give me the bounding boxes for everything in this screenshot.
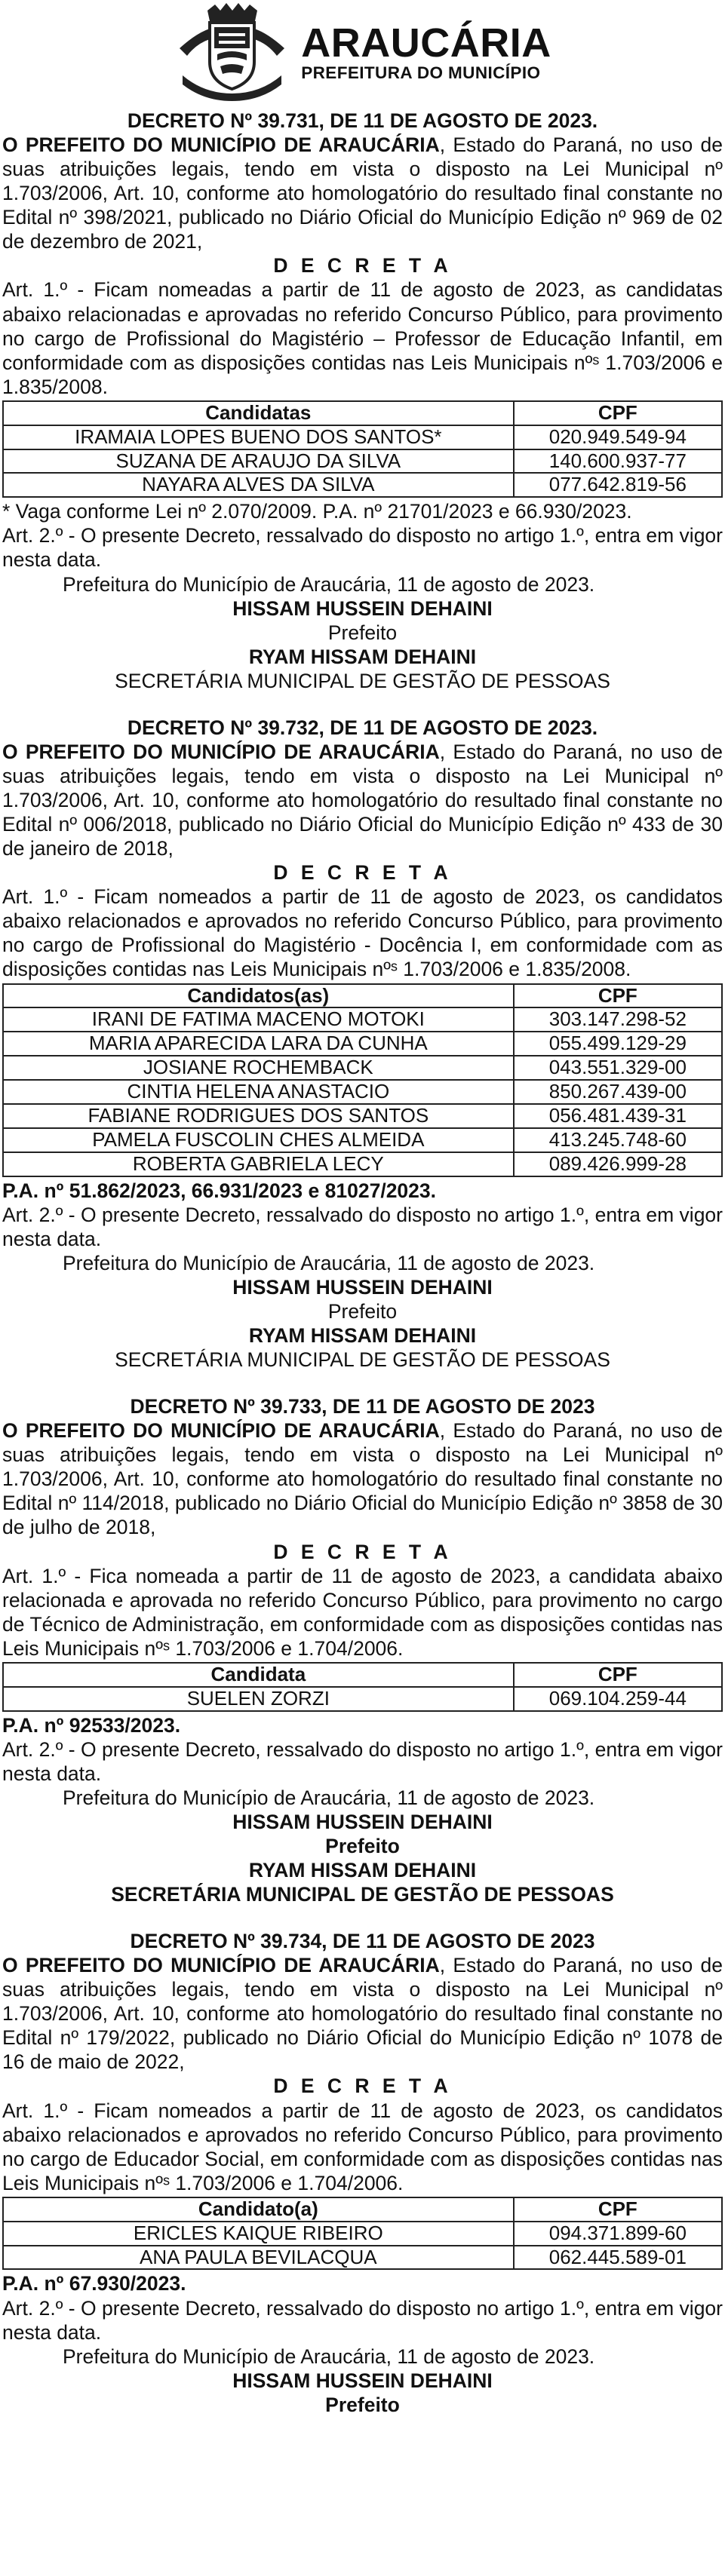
candidates-table — [2, 983, 723, 1177]
candidate-name: SUZANA DE ARAUJO DA SILVA — [3, 449, 514, 474]
article-2: Art. 2.º - O presente Decreto, ressalvado do disposto no artigo 1.º, entra em vigor nesta data. — [2, 524, 723, 572]
table-row — [3, 473, 722, 497]
role-secretary: SECRETÁRIA MUNICIPAL DE GESTÃO DE PESSOAS — [111, 1883, 614, 1906]
preamble-lead: O PREFEITO DO MUNICÍPIO DE ARAUCÁRIA — [2, 133, 440, 157]
candidate-cpf: 303.147.298-52 — [514, 1007, 722, 1032]
candidate-name: NAYARA ALVES DA SILVA — [3, 473, 514, 497]
article-1: Art. 1.º - Fica nomeada a partir de 11 de agosto de 2023, a candidata abaixo relacionada e aprovada no referido Concurso Público, para provimento no cargo de Técnico de Administração, em conformidade com as disposições contidas nas Leis Municipais nºˢ 1.703/2006 e 1.704/2006. — [2, 1564, 723, 1660]
table-row — [3, 1032, 722, 1056]
column-header-name: Candidatos(as) — [3, 984, 514, 1008]
preamble — [2, 1953, 723, 2074]
decrees-list — [2, 109, 723, 2417]
place-date: Prefeitura do Município de Araucária, 11 de agosto de 2023. — [63, 572, 595, 596]
signer-secretary: RYAM HISSAM DEHAINI — [248, 645, 477, 668]
candidate-cpf: 089.426.999-28 — [514, 1152, 722, 1176]
decreta-heading: D E C R E T A — [273, 254, 452, 278]
brand — [174, 3, 551, 103]
table-row — [3, 1056, 722, 1080]
candidate-cpf: 056.481.439-31 — [514, 1104, 722, 1128]
signer-mayor: HISSAM HUSSEIN DEHAINI — [232, 596, 493, 620]
candidate-cpf: 055.499.129-29 — [514, 1032, 722, 1056]
table-row — [3, 1104, 722, 1128]
table-header-row — [3, 1663, 722, 1687]
article-2: Art. 2.º - O presente Decreto, ressalvado do disposto no artigo 1.º, entra em vigor nesta data. — [2, 1203, 723, 1250]
candidate-name: ANA PAULA BEVILACQUA — [3, 2246, 514, 2270]
candidate-name: CINTIA HELENA ANASTACIO — [3, 1080, 514, 1104]
candidate-name: PAMELA FUSCOLIN CHES ALMEIDA — [3, 1128, 514, 1152]
column-header-name: Candidata — [3, 1663, 514, 1687]
column-header-name: Candidatas — [3, 401, 514, 425]
candidate-cpf: 413.245.748-60 — [514, 1128, 722, 1152]
decree-title: DECRETO Nº 39.734, DE 11 DE AGOSTO DE 2023 — [130, 1930, 595, 1953]
header — [2, 0, 723, 106]
column-header-cpf: CPF — [514, 401, 722, 425]
table-header-row — [3, 984, 722, 1008]
coat-of-arms-icon — [174, 3, 290, 103]
decree-section — [2, 109, 723, 693]
preamble-text: , Estado do Paraná, no uso de suas atribuições legais, tendo em vista o disposto na Lei Municipal nº 1.703/2006, Art. 10, conforme ato homologatório do resultado final constante no Edital nº 114/2018, publicado no Diário Oficial do Município Edição nº 3858 de 30 de julho de 2018, — [2, 1419, 723, 1539]
table-row — [3, 2246, 722, 2270]
column-header-cpf: CPF — [514, 1663, 722, 1687]
table-row — [3, 1152, 722, 1176]
role-mayor: Prefeito — [327, 1299, 398, 1323]
signature-block — [2, 1251, 723, 1372]
candidate-cpf: 094.371.899-60 — [514, 2222, 722, 2246]
candidate-cpf: 043.551.329-00 — [514, 1056, 722, 1080]
candidate-cpf: 140.600.937-77 — [514, 449, 722, 474]
signer-mayor: HISSAM HUSSEIN DEHAINI — [232, 1275, 493, 1299]
decree-title: DECRETO Nº 39.731, DE 11 DE AGOSTO DE 2023. — [127, 109, 598, 132]
decree-title: DECRETO Nº 39.732, DE 11 DE AGOSTO DE 2023. — [127, 716, 598, 739]
process-note: P.A. nº 92533/2023. — [2, 1713, 181, 1737]
article-2: Art. 2.º - O presente Decreto, ressalvado do disposto no artigo 1.º, entra em vigor nesta data. — [2, 1737, 723, 1785]
table-row — [3, 1687, 722, 1711]
table-row — [3, 1080, 722, 1104]
document-page — [2, 0, 723, 2417]
candidate-name: FABIANE RODRIGUES DOS SANTOS — [3, 1104, 514, 1128]
article-1: Art. 1.º - Ficam nomeadas a partir de 11 de agosto de 2023, as candidatas abaixo relacionadas e aprovadas no referido Concurso Público, para provimento no cargo de Profissional do Magistério – Professor de Educação Infantil, em conformidade com as disposições contidas nas Leis Municipais nºˢ 1.703/2006 e 1.835/2008. — [2, 278, 723, 398]
preamble-lead: O PREFEITO DO MUNICÍPIO DE ARAUCÁRIA — [2, 740, 440, 763]
article-2: Art. 2.º - O presente Decreto, ressalvado do disposto no artigo 1.º, entra em vigor nesta data. — [2, 2296, 723, 2344]
place-date: Prefeitura do Município de Araucária, 11 de agosto de 2023. — [63, 2344, 595, 2368]
city-subtitle: PREFEITURA DO MUNICÍPIO — [301, 63, 541, 83]
decreta-heading: D E C R E T A — [273, 1540, 452, 1563]
candidates-table — [2, 1662, 723, 1712]
role-secretary: SECRETÁRIA MUNICIPAL DE GESTÃO DE PESSOAS — [115, 1348, 610, 1372]
signer-mayor: HISSAM HUSSEIN DEHAINI — [232, 2369, 493, 2392]
candidate-cpf: 020.949.549-94 — [514, 425, 722, 449]
preamble — [2, 740, 723, 860]
signer-secretary: RYAM HISSAM DEHAINI — [248, 1858, 477, 1881]
table-row — [3, 2222, 722, 2246]
column-header-cpf: CPF — [514, 2197, 722, 2222]
table-row — [3, 1007, 722, 1032]
column-header-name: Candidato(a) — [3, 2197, 514, 2222]
process-note: * Vaga conforme Lei nº 2.070/2009. P.A. nº 21701/2023 e 66.930/2023. — [2, 500, 632, 523]
place-date: Prefeitura do Município de Araucária, 11 de agosto de 2023. — [63, 1786, 595, 1809]
preamble-lead: O PREFEITO DO MUNICÍPIO DE ARAUCÁRIA — [2, 1954, 440, 1977]
decree-section — [2, 1929, 723, 2417]
city-name: ARAUCÁRIA — [301, 20, 551, 66]
decreta-heading: D E C R E T A — [273, 2075, 452, 2098]
table-row — [3, 449, 722, 474]
preamble-text: , Estado do Paraná, no uso de suas atribuições legais, tendo em vista o disposto na Lei Municipal nº 1.703/2006, Art. 10, conforme ato homologatório do resultado final constante no Edital nº 398/2021, publicado no Diário Oficial do Município Edição nº 969 de 02 de dezembro de 2021, — [2, 133, 723, 253]
preamble-text: , Estado do Paraná, no uso de suas atribuições legais, tendo em vista o disposto na Lei Municipal nº 1.703/2006, Art. 10, conforme ato homologatório do resultado final constante no Edital nº 179/2022, publicado no Diário Oficial do Município Edição nº 1078 de 16 de maio de 2022, — [2, 1954, 723, 2074]
table-row — [3, 1128, 722, 1152]
place-date: Prefeitura do Município de Araucária, 11 de agosto de 2023. — [63, 1251, 595, 1274]
candidate-cpf: 062.445.589-01 — [514, 2246, 722, 2270]
candidate-name: IRAMAIA LOPES BUENO DOS SANTOS* — [3, 425, 514, 449]
role-secretary: SECRETÁRIA MUNICIPAL DE GESTÃO DE PESSOAS — [115, 669, 610, 692]
signature-block — [2, 2344, 723, 2417]
process-note: P.A. nº 51.862/2023, 66.931/2023 e 81027/2023. — [2, 1179, 437, 1202]
signer-mayor: HISSAM HUSSEIN DEHAINI — [232, 1810, 493, 1833]
candidate-name: ERICLES KAIQUE RIBEIRO — [3, 2222, 514, 2246]
role-mayor: Prefeito — [327, 621, 398, 644]
role-mayor: Prefeito — [325, 2393, 400, 2416]
table-row — [3, 425, 722, 449]
preamble — [2, 133, 723, 253]
preamble-text: , Estado do Paraná, no uso de suas atribuições legais, tendo em vista o disposto na Lei Municipal nº 1.703/2006, Art. 10, conforme ato homologatório do resultado final constante no Edital nº 006/2018, publicado no Diário Oficial do Município Edição nº 433 de 30 de janeiro de 2018, — [2, 740, 723, 860]
preamble-lead: O PREFEITO DO MUNICÍPIO DE ARAUCÁRIA — [2, 1419, 440, 1443]
decreta-heading: D E C R E T A — [273, 861, 452, 885]
candidate-cpf: 850.267.439-00 — [514, 1080, 722, 1104]
article-1: Art. 1.º - Ficam nomeados a partir de 11 de agosto de 2023, os candidatos abaixo relacionados e aprovados no referido Concurso Público, para provimento no cargo de Educador Social, em conformidade com as disposições contidas nas Leis Municipais nºˢ 1.703/2006 e 1.704/2006. — [2, 2099, 723, 2194]
article-1: Art. 1.º - Ficam nomeados a partir de 11 de agosto de 2023, os candidatos abaixo relacionados e aprovados no referido Concurso Público, para provimento no cargo de Profissional do Magistério - Docência I, em conformidade com as disposições contidas nas Leis Municipais nºˢ 1.703/2006 e 1.835/2008. — [2, 885, 723, 981]
table-header-row — [3, 2197, 722, 2222]
candidate-cpf: 077.642.819-56 — [514, 473, 722, 497]
table-header-row — [3, 401, 722, 425]
brand-text — [301, 20, 551, 83]
decree-section — [2, 716, 723, 1372]
preamble — [2, 1418, 723, 1539]
decree-title: DECRETO Nº 39.733, DE 11 DE AGOSTO DE 2023 — [130, 1395, 595, 1418]
candidate-cpf: 069.104.259-44 — [514, 1687, 722, 1711]
candidate-name: ROBERTA GABRIELA LECY — [3, 1152, 514, 1176]
candidate-name: IRANI DE FATIMA MACENO MOTOKI — [3, 1007, 514, 1032]
signer-secretary: RYAM HISSAM DEHAINI — [248, 1324, 477, 1347]
column-header-cpf: CPF — [514, 984, 722, 1008]
signature-block — [2, 572, 723, 693]
process-note: P.A. nº 67.930/2023. — [2, 2272, 186, 2295]
role-mayor: Prefeito — [325, 1834, 400, 1857]
candidates-table — [2, 2197, 723, 2271]
candidate-name: SUELEN ZORZI — [3, 1687, 514, 1711]
candidate-name: JOSIANE ROCHEMBACK — [3, 1056, 514, 1080]
decree-section — [2, 1394, 723, 1906]
candidates-table — [2, 400, 723, 498]
candidate-name: MARIA APARECIDA LARA DA CUNHA — [3, 1032, 514, 1056]
signature-block — [2, 1786, 723, 1906]
